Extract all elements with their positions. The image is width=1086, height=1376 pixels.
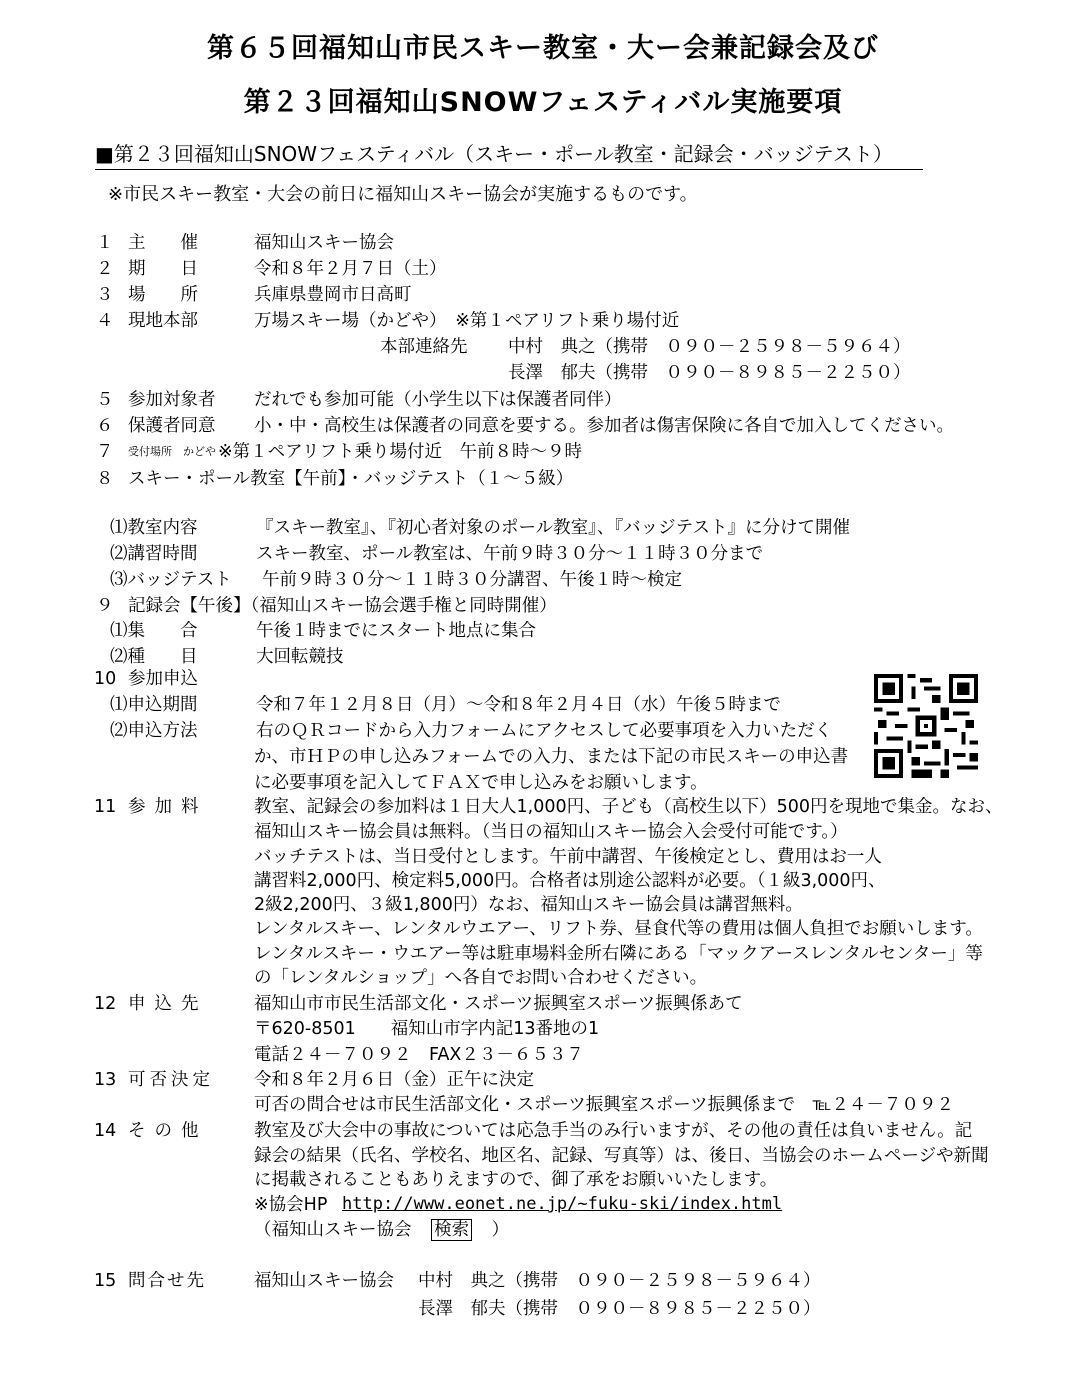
inquiry-org: 福知山スキー協会 [254,1271,394,1291]
apply-to-line: 福知山市市民生活部文化・スポーツ振興室スポーツ振興係あて [254,994,743,1014]
item-number: 15 [94,1271,117,1291]
item-value-apply: 参加申込 [128,669,198,689]
item-label-place: 場 所 [128,285,198,305]
item-number: 12 [94,994,117,1014]
item-label-date: 期 日 [128,259,198,279]
inquiry-contact-1: 中村 典之（携帯 ０９０－２５９８－５９６４） [418,1271,821,1291]
item-label-reception: 受付場所 かどや [128,445,216,458]
apply-to-line: 〒620-8501 福知山市字内記13番地の1 [254,1019,600,1039]
item-number: ５ [96,390,114,410]
hq-contact-2: 長澤 郁夫（携帯 ０９０－８９８５－２２５０） [508,363,911,383]
item-number: ３ [96,285,114,305]
sub-value: 右のＱＲコードから入力フォームにアクセスして必要事項を入力いただく [256,721,833,741]
inquiry-contact-2: 長澤 郁夫（携帯 ０９０－８９８５－２２５０） [418,1299,821,1319]
item-value-consent: 小・中・高校生は保護者の同意を要する。参加者は傷害保険に各自で加入してください。 [254,416,954,436]
sub-label: ⑵申込方法 [110,721,198,741]
sub-value: スキー教室、ポール教室は、午前９時３０分～１１時３０分まで [256,544,764,564]
item-value-date: 令和８年２月７日（土） [254,259,447,279]
item-label-organizer: 主 催 [128,233,198,253]
hp-label: ※協会HP [254,1195,328,1215]
fee-line: 福知山スキー協会員は無料。（当日の福知山スキー協会入会受付可能です。） [254,822,848,842]
apply-to-line: 電話２４－７０９２ FAX２３－６５３７ [254,1045,584,1065]
item-number: ７ [96,442,114,462]
sub-label: ⑵講習時間 [110,544,198,564]
item-value-place: 兵庫県豊岡市日高町 [254,285,412,305]
association-url-link[interactable]: http://www.eonet.ne.jp/~fuku-ski/index.html [342,1194,783,1214]
fee-line: の「レンタルショップ」へ各自でお問い合わせください。 [254,968,708,988]
item-label-inquiry: 問合せ先 [128,1271,206,1291]
other-line: に掲載されることもありえますので、御了承をお願いいたします。 [254,1170,778,1190]
item-label-other: その他 [128,1121,208,1141]
other-line: 教室及び大会中の事故については応急手当のみ行いますが、その他の責任は負いません。記 [254,1121,973,1141]
fee-line: 教室、記録会の参加料は１日大人1,000円、子ども（高校生以下）500円を現地で集金。なお、 [254,797,1003,817]
search-hint [254,1219,509,1241]
item-number: ８ [96,469,114,489]
intro-note: ※市民スキー教室・大会の前日に福知山スキー協会が実施するものです。 [108,184,698,205]
sub-value: 午前９時３０分～１１時３０分講習、午後１時～検定 [262,570,682,590]
item-label-fee: 参加料 [128,797,208,817]
document-title-line1: 第６５回福知山市民スキー教室・大ー会兼記録会及び [207,33,879,64]
item-number: 11 [94,797,117,817]
qr-code-icon[interactable] [874,674,978,778]
sub-value: に必要事項を記入してＦＡＸで申し込みをお願いします。 [254,773,708,793]
sub-label: ⑴教室内容 [110,518,198,538]
item-number: ９ [96,596,114,616]
item-number: １ [96,233,114,253]
search-suffix: ） [491,1220,510,1240]
fee-line: 2級2,200円、３級1,800円）なお、福知山スキー協会員は講習無料。 [254,895,803,915]
decision-line: 可否の問合せは市民生活部文化・スポーツ振興室スポーツ振興係まで ℡２４－７０９２ [254,1095,954,1115]
fee-line: 講習料2,000円、検定料5,000円。合格者は別途公認料が必要。（１級3,000円、 [254,871,886,891]
item-value-organizer: 福知山スキー協会 [254,233,394,253]
sub-value: 令和７年１２月８日（月）～令和８年２月４日（水）午後５時まで [256,695,781,715]
hq-contact-label: 本部連絡先 [380,337,468,357]
hq-contact-1: 中村 典之（携帯 ０９０－２５９８－５９６４） [508,337,911,357]
item-label-decision: 可否決定 [128,1070,214,1090]
item-number: ４ [96,311,114,331]
decision-line: 令和８年２月６日（金）正午に決定 [254,1070,534,1090]
fee-line: レンタルスキー・ウエアー等は駐車場料金所右隣にある「マックアースレンタルセンター」等 [254,944,983,964]
sub-label: ⑴申込期間 [110,695,198,715]
item-number: 13 [94,1070,117,1090]
item-number: ２ [96,259,114,279]
other-line: 録会の結果（氏名、学校名、地区名、記録、写真等）は、後日、当協会のホームページや新聞 [254,1146,989,1166]
fee-line: レンタルスキー、レンタルウエアー、リフト券、昼食代等の費用は個人負担でお願いします。 [254,919,983,939]
sub-value: か、市ＨＰの申し込みフォームでの入力、または下記の市民スキーの申込書 [254,747,849,767]
sub-value: 大回転競技 [256,647,344,667]
sub-label: ⑶バッジテスト [110,570,232,590]
sub-label: ⑴集 合 [110,621,198,641]
section-heading: ■第２３回福知山SNOWフェスティバル（スキー・ポール教室・記録会・バッジテスト） [95,138,923,170]
fee-line: バッチテストは、当日受付とします。午前中講習、午後検定とし、費用はお一人 [254,847,882,867]
item-label-consent: 保護者同意 [128,416,216,436]
sub-value: 『スキー教室』、『初心者対象のポール教室』、『バッジテスト』に分けて開催 [256,518,850,538]
item-label-hq: 現地本部 [128,311,198,331]
item-number: 14 [94,1121,117,1141]
search-prefix: （福知山スキー協会 [254,1220,412,1240]
sub-label: ⑵種 目 [110,647,198,667]
item-value-reception: ※第１ペアリフト乗り場付近 午前８時～９時 [218,442,582,462]
item-value-hq: 万場スキー場（かどや） ※第１ペアリフト乗り場付近 [254,311,680,331]
item-number: 10 [94,669,117,689]
item-value-class: スキー・ポール教室【午前】・バッジテスト（１～５級） [128,469,574,489]
item-label-target: 参加対象者 [128,390,216,410]
search-button[interactable]: 検索 [431,1219,472,1241]
item-value-target: だれでも参加可能（小学生以下は保護者同伴） [254,390,622,410]
document-title-line2: 第２３回福知山SNOWフェスティバル実施要項 [243,87,843,118]
sub-value: 午後１時までにスタート地点に集合 [256,621,536,641]
item-number: ６ [96,416,114,436]
item-value-record: 記録会【午後】（福知山スキー協会選手権と同時開催） [128,596,557,616]
item-label-apply-to: 申込先 [128,994,208,1014]
